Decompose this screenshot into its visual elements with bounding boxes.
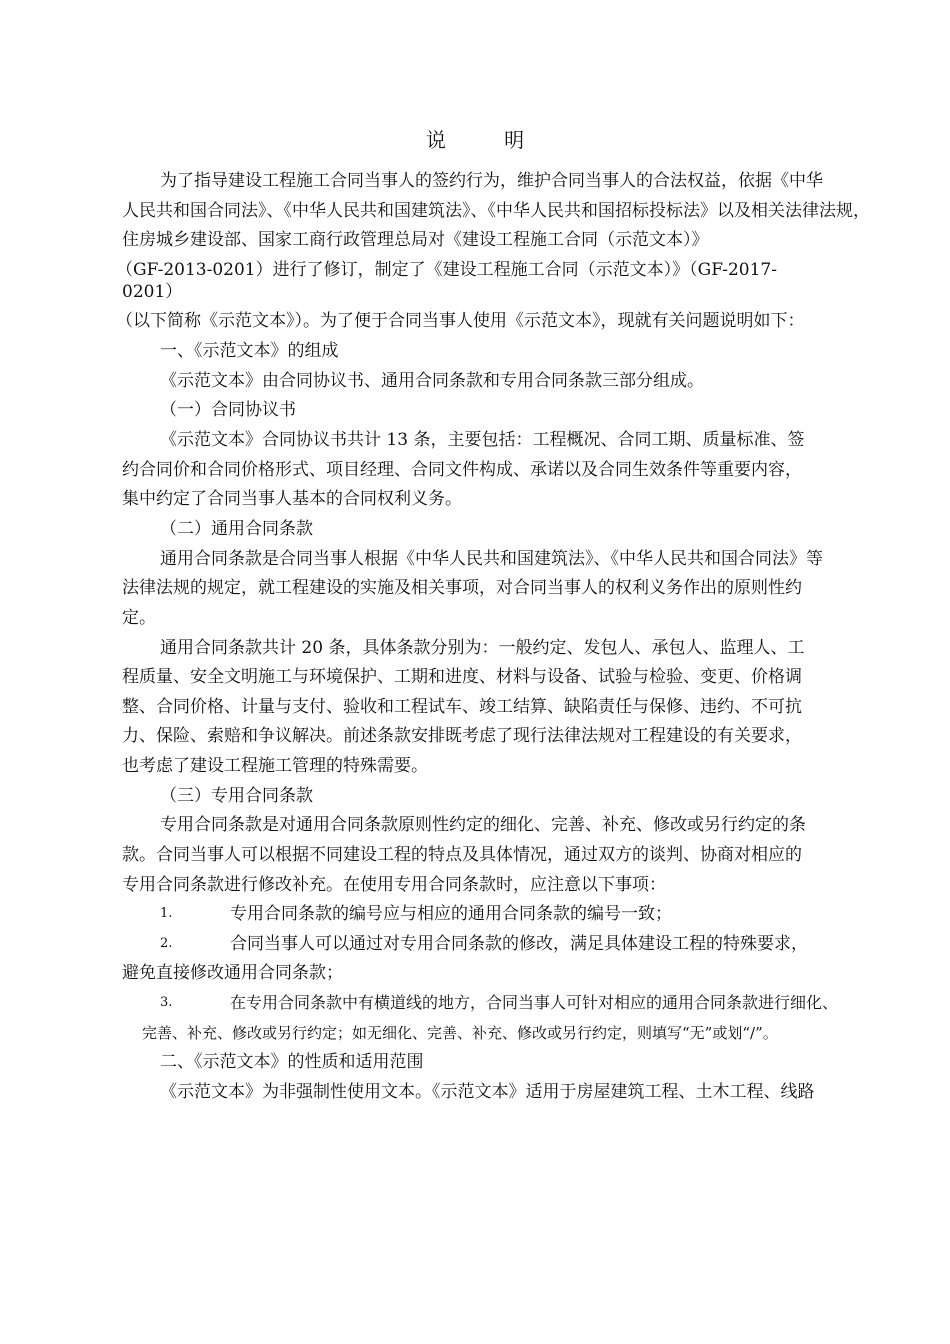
paragraph-line: 《示范文本》合同协议书共计 13 条，主要包括：工程概况、合同工期、质量标准、签 — [160, 430, 805, 450]
paragraph-line: 《示范文本》为非强制性使用文本。《示范文本》适用于房屋建筑工程、土木工程、线路 — [160, 1082, 815, 1102]
subsection-heading: （一）合同协议书 — [160, 400, 296, 420]
list-item: 在专用合同条款中有横道线的地方，合同当事人可针对相应的通用合同条款进行细化、 — [230, 993, 839, 1012]
paragraph-line: 定。 — [122, 608, 156, 628]
paragraph-line: （GF-2013-0201）进行了修订，制定了《建设工程施工合同（示范文本）》（GF-2017- — [116, 260, 777, 280]
list-number: 2. — [160, 936, 173, 951]
paragraph-line: 专用合同条款进行修改补充。在使用专用合同条款时，应注意以下事项： — [122, 875, 666, 895]
paragraph-line: 法律法规的规定，就工程建设的实施及相关事项，对合同当事人的权利义务作出的原则性约 — [122, 578, 802, 598]
paragraph-line: 整、合同价格、计量与支付、验收和工程试车、竣工结算、缺陷责任与保修、违约、不可抗 — [122, 697, 802, 717]
list-item-continuation: 完善、补充、修改或另行约定；如无细化、完善、补充、修改或另行约定，则填写“无”或划“/”。 — [142, 1024, 778, 1042]
paragraph-line: 为了指导建设工程施工合同当事人的签约行为，维护合同当事人的合法权益，依据《中华 — [160, 171, 823, 191]
paragraph-line: 程质量、安全文明施工与环境保护、工期和进度、材料与设备、试验与检验、变更、价格调 — [122, 667, 802, 687]
list-item: 专用合同条款的编号应与相应的通用合同条款的编号一致； — [230, 904, 672, 924]
subsection-heading: （三）专用合同条款 — [160, 786, 313, 806]
paragraph-line: 人民共和国合同法》、《中华人民共和国建筑法》、《中华人民共和国招标投标法》以及相关法律法规， — [122, 201, 870, 221]
subsection-heading: （二）通用合同条款 — [160, 519, 313, 539]
paragraph-line: 0201） — [122, 282, 183, 302]
paragraph-line: 通用合同条款是合同当事人根据《中华人民共和国建筑法》、《中华人民共和国合同法》等 — [160, 549, 823, 569]
paragraph-line: 住房城乡建设部、国家工商行政管理总局对《建设工程施工合同（示范文本）》 — [122, 230, 709, 250]
paragraph-line: （以下简称《示范文本》）。为了便于合同当事人使用《示范文本》，现就有关问题说明如下： — [116, 311, 805, 331]
paragraph-line: 专用合同条款是对通用合同条款原则性约定的细化、完善、补充、修改或另行约定的条 — [160, 815, 806, 835]
paragraph-line: 也考虑了建设工程施工管理的特殊需要。 — [122, 756, 428, 776]
section-heading: 一、《示范文本》的组成 — [160, 341, 339, 361]
list-number: 1. — [160, 906, 173, 921]
paragraph-line: 力、保险、索赔和争议解决。前述条款安排既考虑了现行法律法规对工程建设的有关要求， — [122, 726, 802, 746]
section-heading: 二、《示范文本》的性质和适用范围 — [160, 1052, 424, 1072]
paragraph-line: 通用合同条款共计 20 条，具体条款分别为：一般约定、发包人、承包人、监理人、工 — [160, 638, 805, 658]
list-number: 3. — [160, 995, 173, 1010]
list-item-continuation: 避免直接修改通用合同条款； — [122, 963, 343, 983]
list-item: 合同当事人可以通过对专用合同条款的修改，满足具体建设工程的特殊要求， — [230, 934, 808, 954]
document-title: 说 明 — [425, 128, 551, 152]
paragraph-line: 款。合同当事人可以根据不同建设工程的特点及具体情况，通过双方的谈判、协商对相应的 — [122, 845, 802, 865]
paragraph-line: 集中约定了合同当事人基本的合同权利义务。 — [122, 489, 462, 509]
paragraph-line: 约合同价和合同价格形式、项目经理、合同文件构成、承诺以及合同生效条件等重要内容， — [122, 460, 802, 480]
paragraph-line: 《示范文本》由合同协议书、通用合同条款和专用合同条款三部分组成。 — [160, 371, 704, 391]
